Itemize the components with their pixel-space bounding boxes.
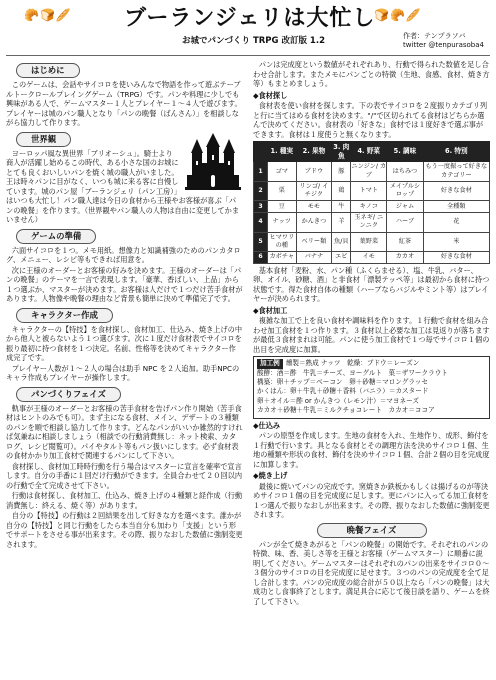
ingredient-search-heading: ◆食材探し (253, 90, 288, 100)
ingredient-table-header (254, 142, 490, 162)
bread-decoration-left: 🥐🍞🥖 (24, 8, 72, 22)
processing-examples-box (253, 356, 490, 418)
page-title: ブーランジェリは大忙し (124, 6, 376, 31)
character-text-1: キャラクターの【特技】を食材探し、食材加工、仕込み、焼き上げの中から他人と被らないよう１つ選びます。次に１度だけ食材表でサイコロを振り最初に持つ食材を１つ決定。名前、性格等を決めてキャラクター作成完了です。 (6, 324, 243, 363)
table-header-cell: 2. 果物 (296, 142, 332, 162)
table-row (254, 181, 490, 200)
bake-heading: ◆焼き上げ (253, 471, 288, 481)
table-cell: 牛 (332, 201, 351, 213)
table-cell: 羊 (332, 213, 351, 232)
table-cell: 米 (423, 232, 489, 251)
row-number: 3 (254, 201, 268, 213)
table-cell: はちみつ (387, 162, 423, 181)
table-cell: ベリー類 (296, 232, 332, 251)
right-column (253, 60, 490, 607)
table-cell: エビ (332, 251, 351, 263)
table-cell: カカオ (387, 251, 423, 263)
table-cell: ハーブ (387, 213, 423, 232)
table-cell: ナッツ (268, 213, 297, 232)
ingredient-search-text: 食材表を使い食材を探します。下の表でサイコロを２度振りカテゴリ列と行に当てはめる食材を決めます。"/"で区切られてる食材はどちらか選んで決めてください。食材表の「好きな」食材では１度好きで選ぶ事ができます。食材は１度使うと無くなります。 (253, 101, 488, 139)
table-row (254, 251, 490, 263)
processing-example-line: 酸酵：酒＝酢 牛乳＝チーズ、ヨーグルト 菓＝ザワークラウト (257, 368, 448, 377)
processing-text: 複雑な加工で上を良い食材や調味料を作ります。１行動で食材を組み合わせ加工食材を１つ作ります。３食材以上必要な加工は見返りが落ちますが最低３食材まれは可能。パンに使う加工食材で１つ毎でサイコロ１個の出目を完成度に加算。 (253, 316, 490, 354)
completion-intro-text: パンは完成度という数値がそれぞれあり、行動で得られた数値を足し合わせ合計します。またメモにパンごとの特徴（生地、食感、食材、焼き方等）もまとめましょう。 (253, 60, 490, 88)
row-number: 2 (254, 181, 268, 200)
world-text: ヨーロッパ風な異世界「ブリオーシュ」。騎士より商人が活躍し始めるこの時代、ある小さな国のお城にとても良くおいしいパンを焼く城の職人がいました。王は時々パンに目がなく、いつも城に来る客に自慢しています。城のパン屋「ブーランジェリ（パン工房）」はいつも大忙し！パン職人達は今日の食材から王様やお客様が喜ぶ「パンの晩餐」を作ります。（世界観やパン職人の人物は自由に変更してかまいません） (6, 148, 240, 225)
table-cell: 栗 (268, 181, 297, 200)
table-cell: 葉野菜 (351, 232, 387, 251)
prepare-heading: ◆仕込み (253, 420, 281, 430)
author-info (403, 32, 484, 51)
feast-text: パンが全て焼きあがると「パンの晩餐」の開始です。それぞれのパンの特徴、味、香、美しさ等を王様とお客様（ゲームマスター）に順番に説明してください。ゲームマスターはそれぞれのパンの出来をサイコロ０〜３個分のサイコロの目を完成度に足せます。３つのパンの完成度を全て足し合計します。パンの完成度の総合計が５０以上なら「パンの晩餐」は大成功とし食事終了とします。満足具合に応じて後日談を語り、ゲームを終了して下さい。 (253, 539, 490, 606)
bake-text: 最後に焼いてパンの完成です。窯焼きか鉄板かもしくは揚げるのが等決めサイコロ１個の目を完成度に足します。更にパンに入ってる加工食材を１つ選んで振りなおしが出来ます。その際、振りなおした数値に強制変更されます。 (253, 481, 490, 520)
table-cell: 玉ネギ/ ニンニク (351, 213, 387, 232)
phase-text-2: 食材探し、食材加工時時行動を行う場合はマスターに宣言を確率で宣言します。自分の手番に１回だけ行動ができます。全員合わせて２０回以内の行動で全て完成させて下さい。 (6, 461, 243, 490)
table-header-cell: 4. 野菜 (351, 142, 387, 162)
table-cell: バナナ (296, 251, 332, 263)
section-heading-character: キャラクター作成 (16, 308, 113, 323)
basic-ingredients-text: 基本食材「麦粉、水、パン種（ふくらませる）、塩、牛乳、バター、卵、オイル、砂糖、酒」と非食材「漂製テッペ等」は最初から食材に持つ状態です。得た食材自体の種類（ハーブならバジルやミント等）はプレイヤーが決められます。 (253, 265, 490, 304)
table-cell: 豚 (332, 162, 351, 181)
processing-example-line: 構築：卵＋チップ＝ベーコン 卵＋砂糖＝マロングラッセ (257, 378, 428, 387)
table-cell: モモ (296, 201, 332, 213)
left-column (6, 60, 243, 607)
phase-text-3: 行動は食材探し、食材加工、仕込み、焼き上げの４種類と経作成（行動消費無し：終える、焼く等）があります。 (6, 491, 243, 510)
table-header-cell: 3. 肉魚 (332, 142, 351, 162)
intro-text: このゲームは、会話やサイコロを使いみんなで物語を作って遊ぶテーブルトークロールプレイングゲーム（TRPG）です。パンや料理に少しでも興味がある人で、ゲームマスター１人とプレイヤー１〜４人で遊びます。プレイヤーは城のパン職人となり「パンの晩餐（ばんさん）」を相談しながら協力して作ります。 (6, 80, 242, 128)
table-cell: もう一度振って好きなカテゴリー (423, 162, 489, 181)
table-cell: ジャム (387, 201, 423, 213)
table-cell: かんきつ (296, 213, 332, 232)
table-header-cell: 5. 調味 (387, 142, 423, 162)
table-cell: ゴマ (268, 162, 297, 181)
row-number: 4 (254, 213, 268, 232)
page-subtitle: お城でパンづくり TRPG 改訂版 1.2 (182, 36, 325, 46)
table-row (254, 213, 490, 232)
table-cell: メイプルシロップ (387, 181, 423, 200)
prep-text-2: 次に王様のオーダーとお客様の好みを決めます。王様のオーダーは「パンの晩餐」のテーマを一言で表現します。「豪華、香ばしい、上品」から１つ選ぶか、マスターが決めます。お客様は人だけで１つだけ苦手食材があります。人物像や晩餐の理由など背景も簡単に決めて準備完了です。 (6, 265, 243, 304)
section-heading-intro: はじめに (16, 63, 80, 78)
section-heading-phase: パンづくりフェイズ (16, 387, 121, 402)
page-header (6, 4, 490, 56)
row-number: 1 (254, 162, 268, 181)
table-cell: カボチャ (268, 251, 297, 263)
processing-example-line: 卵＋オイル＝酢 or かんきつ（レモン汁）＝マヨネーズ (257, 396, 419, 405)
table-cell: ニンジン/ カブ (351, 162, 387, 181)
prepare-text: パンの原型を作成します。生地の食材を入れ、生地作り、成形、飾付を１行動で行います。具となる食材とその調理方法を決めサイコロ１個、生地の種類や形状の食材、飾付を決めサイコロ１個、合計２個の目を完成度に加算します。 (253, 431, 490, 469)
section-heading-world: 世界観 (16, 132, 71, 147)
bread-decoration-right: 🍞🥐🥖 (374, 8, 422, 22)
table-row (254, 201, 490, 213)
ingredient-table (253, 141, 490, 264)
table-header-cell: 1. 種実 (268, 142, 297, 162)
section-heading-prep: ゲームの準備 (16, 229, 96, 244)
processing-heading: ◆食材加工 (253, 305, 288, 315)
table-cell: 全種類 (423, 201, 489, 213)
table-cell: 紅茶 (387, 232, 423, 251)
table-cell: ヒマワリの種 (268, 232, 297, 251)
table-cell: リンゴ/ イチジク (296, 181, 332, 200)
table-cell: トマト (351, 181, 387, 200)
row-number: 6 (254, 251, 268, 263)
castle-icon (183, 131, 243, 191)
table-row (254, 162, 490, 181)
table-row (254, 232, 490, 251)
phase-text-1: 軌事が王様のオーダーとお客様の苦手食材を告げパン作り開始（苦手食材はヒントのみでも可）。まず主になる食材、メイン、デザートの３種類のパンを順で相談し協力して作ります。どんなパンがいいか雑然的すけれぱ気兼ねに相談しましょう（相談での行動消費無し：ネット検索、カタログ、レシピ閲覧可）。パイやタルト等もパン扱いにします。必ず食材表の食材かかり加工食材で関連するパンにして下さい。 (6, 403, 243, 461)
phase-text-4: 自分の【特技】の行動は２回結果を出して好きな方を選べます。誰かが自分の【特技】と同じ行動をしたら本当自分も加わり「支援」という形でサポートをさせる事が出来ます。その際、振りなおした数値に強制変更されます。 (6, 511, 243, 549)
prep-text-1: 六面サイコロを１つ。メモ用紙。想像力と知識補強のためのパンカタログ、メニュー、レシピ等もできれば用意を。 (6, 245, 241, 265)
section-heading-feast: 晩餐フェイズ (317, 523, 427, 538)
character-text-2: プレイヤー人数が１〜２人の場合は助手 NPC を２人追加。助手NPCのキャラ作成もプレイヤーが操作します。 (6, 363, 240, 383)
table-cell: イモ (351, 251, 387, 263)
table-cell: 好きな食材 (423, 251, 489, 263)
processing-example-line: かくはん：卵＋牛乳＋砂糖＋香料（バニラ）＝カスタード (257, 387, 429, 396)
row-number: 5 (254, 232, 268, 251)
author-name: 作者：テンプラソバ (403, 32, 466, 40)
table-cell: 好きな食材 (423, 181, 489, 200)
table-cell: 魚/貝 (332, 232, 351, 251)
table-cell: 豆 (268, 201, 297, 213)
processing-example-line: カカオ＋砂糖＋牛乳＝ミルクチョコレート カカオ＝ココア (257, 406, 435, 415)
table-header-cell: 6. 特別 (423, 142, 489, 162)
table-cell: キノコ (351, 201, 387, 213)
author-twitter: twitter @tenpurasoba4 (403, 41, 484, 50)
processing-example-line: 燻製＝熟成 ナッツ 乾燥：ブドウ＝レーズン (285, 359, 420, 368)
table-cell: 鶏 (332, 181, 351, 200)
processing-examples-label: 加工例 (257, 359, 283, 368)
table-cell: 花 (423, 213, 489, 232)
table-corner (254, 142, 268, 162)
table-cell: ブドウ (296, 162, 332, 181)
